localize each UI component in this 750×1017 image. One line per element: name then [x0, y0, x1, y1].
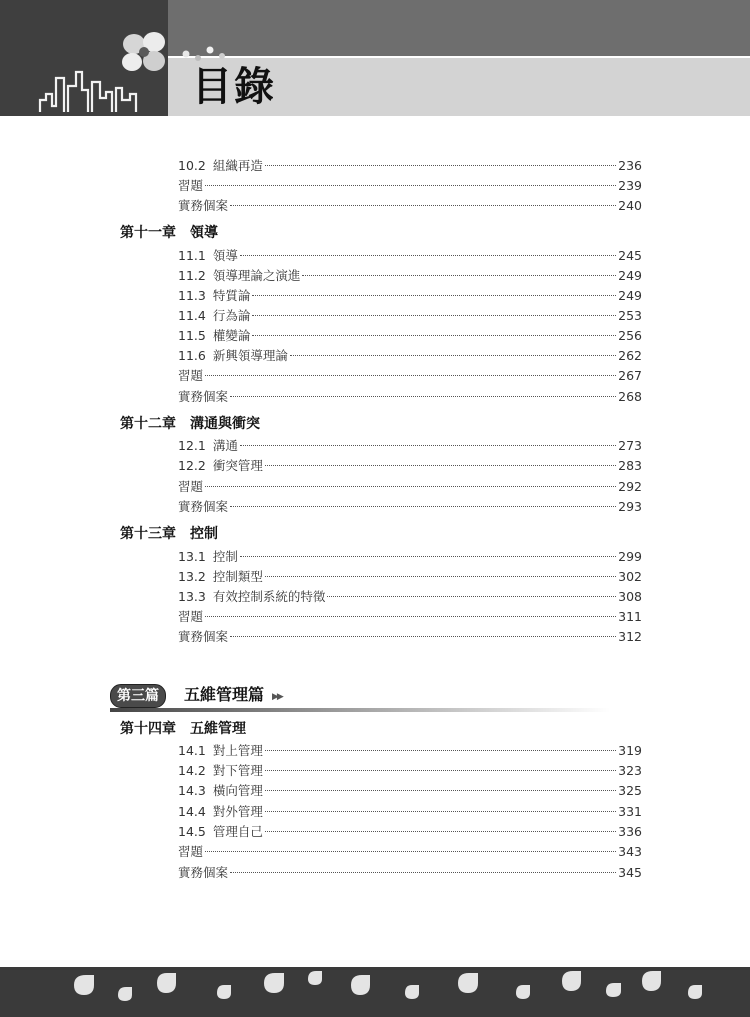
section-title: 實務個案	[178, 198, 229, 213]
clover-logo-icon	[118, 30, 174, 78]
dot-leader	[252, 335, 616, 336]
section-title: 領導理論之演進	[212, 268, 301, 283]
dot-leader	[265, 165, 616, 166]
section-title: 對外管理	[212, 804, 263, 819]
page-number: 312	[618, 629, 642, 644]
section-number: 13.1	[178, 549, 206, 564]
chapter-title: 溝通與衝突	[190, 416, 260, 432]
section-title: 實務個案	[178, 629, 229, 644]
dot-leader	[240, 445, 616, 446]
section-number: 14.3	[178, 783, 206, 798]
chapter-label: 第十四章	[120, 721, 176, 737]
page-number: 268	[618, 389, 642, 404]
page-number: 323	[618, 763, 642, 778]
section-title: 習題	[178, 844, 204, 859]
toc-entry[interactable]	[178, 864, 642, 882]
dot-leader	[290, 355, 616, 356]
chapter-title: 五維管理	[190, 721, 246, 737]
section-title: 領導	[212, 248, 238, 263]
section-number: 13.3	[178, 589, 206, 604]
page-number: 273	[618, 438, 642, 453]
toc-entry[interactable]	[178, 568, 642, 586]
toc-entry[interactable]	[178, 588, 642, 606]
section-title: 控制類型	[212, 569, 263, 584]
section-title: 對上管理	[212, 743, 263, 758]
dot-leader	[252, 315, 616, 316]
section-title: 習題	[178, 368, 204, 383]
page-number: 245	[618, 248, 642, 263]
dot-leader	[265, 750, 616, 751]
section-number: 11.3	[178, 288, 206, 303]
page-number: 253	[618, 308, 642, 323]
toc-entry[interactable]	[178, 498, 642, 516]
section-title: 新興領導理論	[212, 348, 288, 363]
dot-leader	[205, 185, 616, 186]
toc-entry[interactable]	[178, 457, 642, 475]
section-number: 12.1	[178, 438, 206, 453]
toc-entry[interactable]	[178, 347, 642, 365]
toc-entry[interactable]	[178, 843, 642, 861]
toc-entry[interactable]	[178, 548, 642, 566]
dot-leader	[240, 556, 616, 557]
double-arrow-icon: ▶▶	[272, 692, 282, 702]
section-number: 14.4	[178, 804, 206, 819]
section-title: 習題	[178, 178, 204, 193]
dot-leader	[252, 295, 616, 296]
toc-entry[interactable]	[178, 628, 642, 646]
page-number: 331	[618, 804, 642, 819]
page-number: 249	[618, 268, 642, 283]
toc-entry[interactable]	[178, 782, 642, 800]
section-title: 橫向管理	[212, 783, 263, 798]
section-number: 11.2	[178, 268, 206, 283]
section-title: 組織再造	[212, 158, 263, 173]
page-number: 343	[618, 844, 642, 859]
dot-leader	[265, 576, 616, 577]
page-number: 308	[618, 589, 642, 604]
section-title: 實務個案	[178, 499, 229, 514]
page-number: 262	[618, 348, 642, 363]
section-title: 習題	[178, 609, 204, 624]
toc-entry[interactable]	[178, 803, 642, 821]
toc-entry[interactable]	[178, 762, 642, 780]
dot-leader	[240, 255, 616, 256]
chapter-title: 控制	[190, 526, 218, 542]
page-number: 302	[618, 569, 642, 584]
section-title: 實務個案	[178, 389, 229, 404]
chapter-heading[interactable]	[120, 223, 218, 243]
section-number: 13.2	[178, 569, 206, 584]
header-top-band	[168, 0, 750, 57]
section-number: 14.1	[178, 743, 206, 758]
dot-leader	[205, 486, 616, 487]
section-number: 10.2	[178, 158, 206, 173]
dot-leader	[327, 596, 616, 597]
section-number: 12.2	[178, 458, 206, 473]
dot-leader	[230, 396, 616, 397]
page-number: 319	[618, 743, 642, 758]
section-number: 14.5	[178, 824, 206, 839]
toc-entry[interactable]	[178, 437, 642, 455]
page-footer	[0, 967, 750, 1017]
dot-leader	[230, 205, 616, 206]
page-number: 236	[618, 158, 642, 173]
page-number: 292	[618, 479, 642, 494]
dot-leader	[230, 636, 616, 637]
section-number: 11.6	[178, 348, 206, 363]
chapter-label: 第十二章	[120, 416, 176, 432]
section-number: 11.1	[178, 248, 206, 263]
toc-entry[interactable]	[178, 157, 642, 175]
toc-entry[interactable]	[178, 608, 642, 626]
toc-entry[interactable]	[178, 742, 642, 760]
section-title: 習題	[178, 479, 204, 494]
section-number: 14.2	[178, 763, 206, 778]
section-title: 對下管理	[212, 763, 263, 778]
part-tag: 第三篇	[110, 684, 166, 708]
section-title: 實務個案	[178, 865, 229, 880]
section-title: 行為論	[212, 308, 251, 323]
toc-entry[interactable]	[178, 327, 642, 345]
page-title: 目錄	[192, 64, 276, 110]
part-title: 五維管理篇	[184, 685, 265, 704]
chapter-heading[interactable]	[120, 414, 260, 434]
chapter-heading[interactable]	[120, 524, 218, 544]
toc-entry[interactable]	[178, 388, 642, 406]
dot-leader	[302, 275, 616, 276]
dot-leader	[265, 811, 616, 812]
page-number: 311	[618, 609, 642, 624]
dot-leader	[230, 872, 616, 873]
section-title: 權變論	[212, 328, 251, 343]
chapter-heading[interactable]	[120, 719, 246, 739]
page-number: 345	[618, 865, 642, 880]
dot-leader	[230, 506, 616, 507]
section-title: 控制	[212, 549, 238, 564]
toc-entry[interactable]	[178, 197, 642, 215]
page-number: 336	[618, 824, 642, 839]
section-title: 有效控制系統的特徵	[212, 589, 326, 604]
part-banner[interactable]	[110, 682, 610, 714]
section-number: 11.4	[178, 308, 206, 323]
dot-leader	[265, 465, 616, 466]
toc-entry[interactable]	[178, 367, 642, 385]
part-underline	[110, 708, 610, 712]
page-number: 256	[618, 328, 642, 343]
toc-entry[interactable]	[178, 478, 642, 496]
chapter-label: 第十三章	[120, 526, 176, 542]
toc-entry[interactable]	[178, 823, 642, 841]
page-number: 249	[618, 288, 642, 303]
dot-leader	[265, 831, 616, 832]
page-number: 325	[618, 783, 642, 798]
section-number: 11.5	[178, 328, 206, 343]
dot-leader	[265, 790, 616, 791]
page-header	[0, 0, 750, 116]
decorative-leaves-icon	[0, 967, 750, 1017]
toc-entry[interactable]	[178, 177, 642, 195]
chapter-title: 領導	[190, 225, 218, 241]
section-title: 特質論	[212, 288, 251, 303]
page-number: 283	[618, 458, 642, 473]
dot-leader	[265, 770, 616, 771]
toc-entry[interactable]	[178, 267, 642, 285]
toc-entry[interactable]	[178, 307, 642, 325]
section-title: 管理自己	[212, 824, 263, 839]
dot-leader	[205, 616, 616, 617]
section-title: 衝突管理	[212, 458, 263, 473]
page-number: 240	[618, 198, 642, 213]
chapter-label: 第十一章	[120, 225, 176, 241]
section-title: 溝通	[212, 438, 238, 453]
dot-leader	[205, 851, 616, 852]
page-number: 299	[618, 549, 642, 564]
dot-leader	[205, 375, 616, 376]
page-number: 293	[618, 499, 642, 514]
page-number: 267	[618, 368, 642, 383]
page-number: 239	[618, 178, 642, 193]
header-divider	[168, 56, 750, 58]
toc-entry[interactable]	[178, 287, 642, 305]
toc-entry[interactable]	[178, 247, 642, 265]
